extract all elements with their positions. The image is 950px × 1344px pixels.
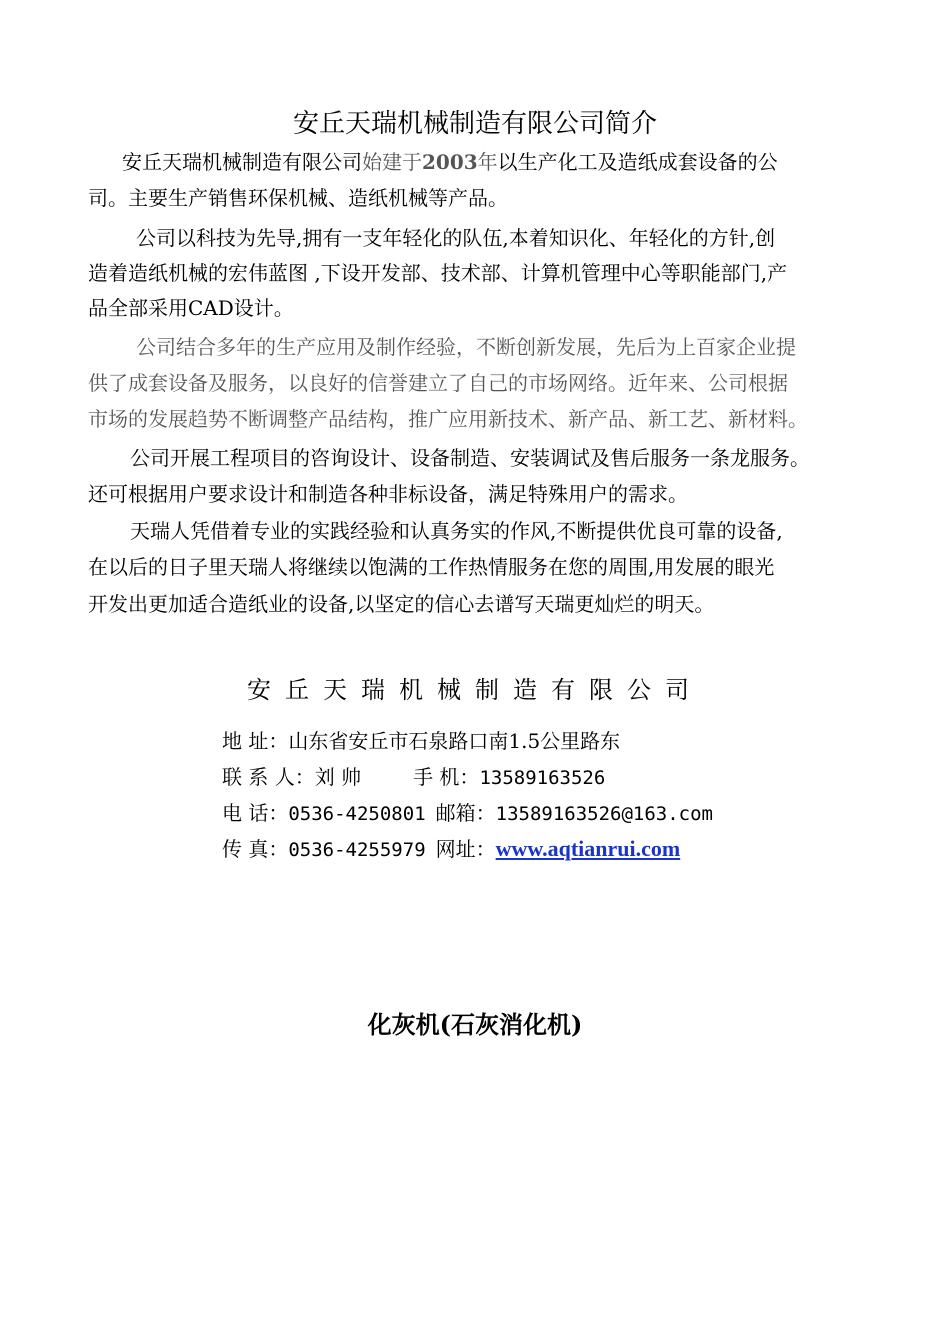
paragraph-1-line-1 [122,148,778,176]
email-value: 13589163526@163.com [495,803,713,825]
product-heading: 化灰机(石灰消化机) [367,1010,583,1039]
web-label: 网址： [435,837,496,861]
page-title: 安丘天瑞机械制造有限公司简介 [292,109,657,139]
paragraph-2-line-1: 公司以科技为先导,拥有一支年轻化的队伍,本着知识化、年轻化的方针,创 [136,226,776,250]
phone-value: 0536-4250801 [288,803,426,825]
phone-line [222,799,713,828]
company-name-heading: 安丘天瑞机械制造有限公司 [247,676,703,704]
paragraph-3-line-3: 市场的发展趋势不断调整产品结构，推广应用新技术、新产品、新工艺、新材料。 [88,407,808,431]
fax-line [222,835,680,864]
address-label: 地 址： [222,729,289,753]
contact-line [222,763,605,792]
paragraph-2-line-3: 品全部采用CAD设计。 [88,296,294,320]
paragraph-5-line-3: 开发出更加适合造纸业的设备,以坚定的信心去谱写天瑞更灿烂的明天。 [88,592,715,616]
paragraph-5-line-1: 天瑞人凭借着专业的实践经验和认真务实的作风,不断提供优良可靠的设备, [130,519,783,543]
fax-label: 传 真： [222,837,289,861]
email-label: 邮箱： [435,801,496,825]
paragraph-4-line-2: 还可根据用户要求设计和制造各种非标设备，满足特殊用户的需求。 [88,482,688,506]
founded-year: 2003 [422,150,478,174]
address-value: 山东省安丘市石泉路口南1.5公里路东 [288,729,621,753]
company-name-text: 安丘天瑞机械制造有限公司 [122,150,362,174]
website-link[interactable]: www.aqtianrui.com [495,836,681,861]
production-text: 以生产化工及造纸成套设备的公 [497,150,778,174]
paragraph-3-line-1: 公司结合多年的生产应用及制作经验，不断创新发展，先后为上百家企业提 [136,335,796,359]
mobile-label: 手 机： [413,765,480,789]
paragraph-3-line-2: 供了成套设备及服务，以良好的信誉建立了自己的市场网络。近年来、公司根据 [88,371,788,395]
address-line [222,727,620,755]
paragraph-5-line-2: 在以后的日子里天瑞人将继续以饱满的工作热情服务在您的周围,用发展的眼光 [88,555,775,579]
fax-value: 0536-4255979 [288,839,426,861]
phone-label: 电 话： [222,801,289,825]
contact-label: 联 系 人： [222,765,315,789]
paragraph-4-line-1: 公司开展工程项目的咨询设计、设备制造、安装调试及售后服务一条龙服务。 [130,446,810,470]
contact-value: 刘 帅 [314,765,362,789]
year-suffix: 年 [477,150,498,174]
founded-text: 始建于 [362,150,422,174]
paragraph-2-line-2: 造着造纸机械的宏伟蓝图 ,下设开发部、技术部、计算机管理中心等职能部门,产 [88,261,788,285]
mobile-value: 13589163526 [479,767,606,789]
paragraph-1-line-2: 司。主要生产销售环保机械、造纸机械等产品。 [88,186,508,210]
